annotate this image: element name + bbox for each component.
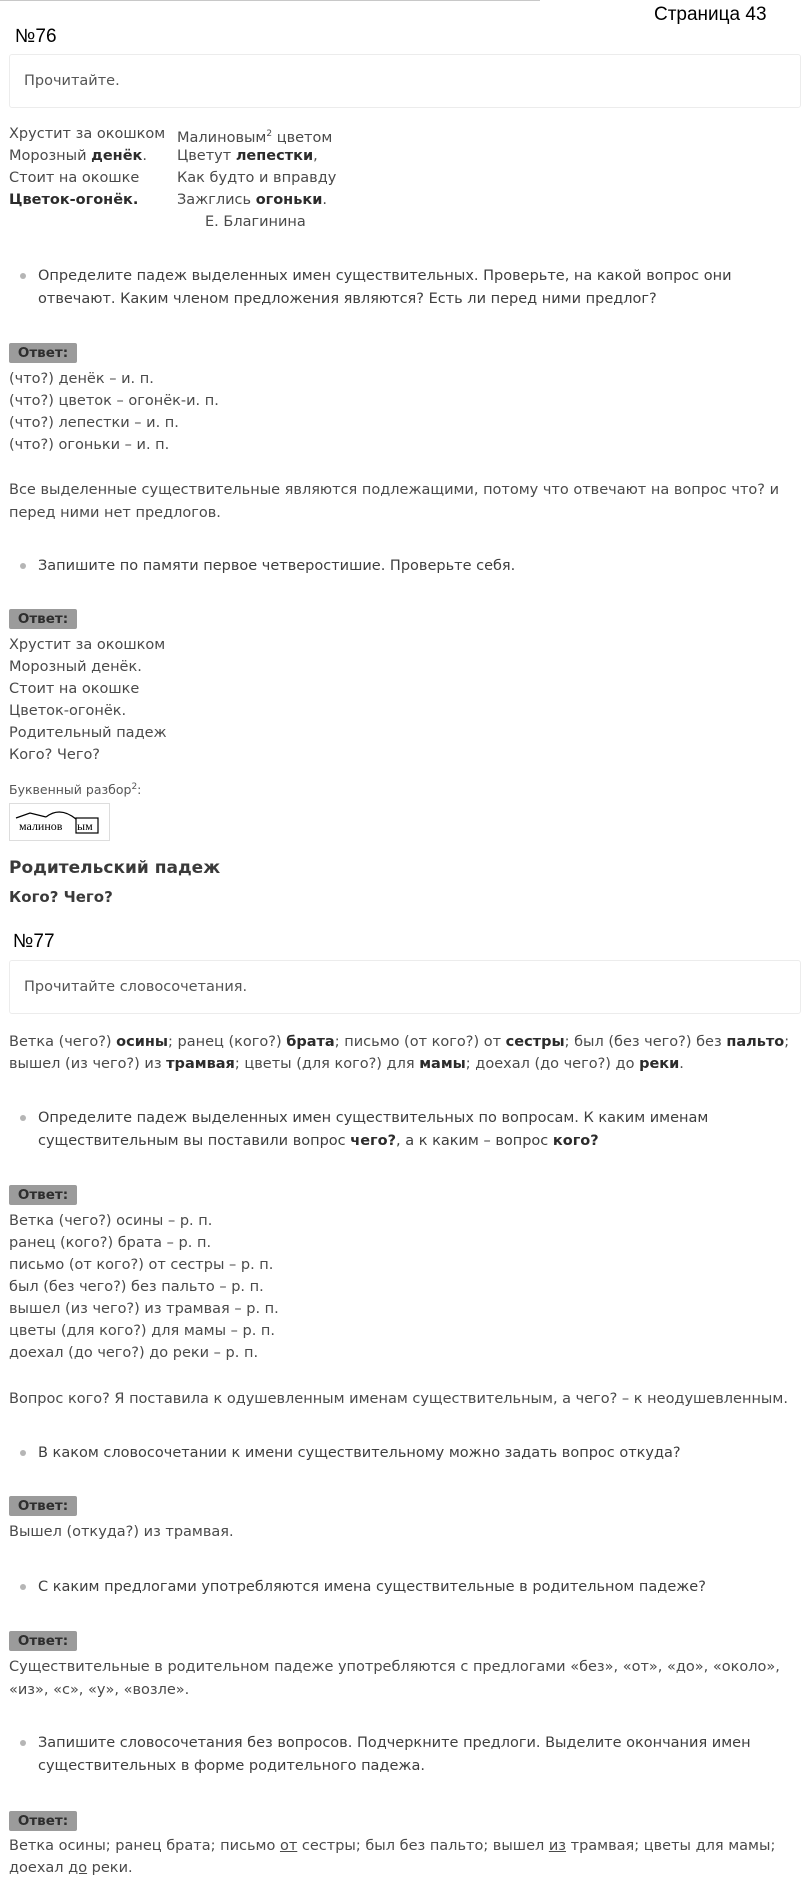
answer-line: Хрустит за окошком [9, 637, 166, 653]
answer-badge: Ответ: [9, 1496, 77, 1516]
answer-badge: Ответ: [9, 1185, 77, 1205]
answer-line: цветы (для кого?) для мамы – р. п. [9, 1323, 276, 1339]
answer-line: был (без чего?) без пальто – р. п. [9, 1279, 264, 1295]
answer-line: (что?) лепестки – и. п. [9, 415, 179, 431]
parse-label: Буквенный разбор$^2$: [9, 782, 142, 798]
answer-line: (что?) цветок – огонёк-и. п. [9, 393, 219, 409]
answer-line: Стоит на окошке [9, 681, 140, 697]
answer-line: ранец (кого?) брата – р. п. [9, 1235, 212, 1251]
answer-paragraph: Существительные в родительном падеже употребляются с предлогами «без», «от», «до», «около», «из», «с», «у», «возле». [9, 1659, 780, 1698]
bullet-dot [20, 1115, 26, 1121]
poem-line: Стоит на окошке [9, 170, 140, 186]
answer-paragraph: Вопрос кого? Я поставила к одушевленным именам существительным, а чего? – к неодушевленным. [9, 1391, 788, 1407]
question-76-2: Запишите по памяти первое четверостишие. Проверьте себя. [20, 555, 780, 578]
answer-line: Вышел (откуда?) из трамвая. [9, 1524, 234, 1540]
exercise-number-76: №76 [15, 26, 57, 47]
answer-line: доехал до реки. [9, 1860, 133, 1876]
poem-author: Е. Благинина [205, 214, 306, 230]
answer-badge: Ответ: [9, 609, 77, 629]
question-77-3: С каким предлогами употребляются имена существительные в родительном падеже? [20, 1576, 780, 1599]
answer-line: Ветка осины; ранец брата; письмо от сестры; был без пальто; вышел из трамвая; цветы для мамы; [9, 1838, 776, 1854]
question-77-2: В каком словосочетании к имени существительному можно задать вопрос откуда? [20, 1442, 780, 1465]
answer-line: (что?) денёк – и. п. [9, 371, 154, 387]
poem-line: Малиновым$^2$ цветом [177, 129, 333, 146]
task-box-76 [9, 54, 801, 108]
answer-line: Цветок-огонёк. [9, 703, 127, 719]
section-subheading: Кого? Чего? [9, 888, 113, 906]
poem-line: Цветут лепестки, [177, 148, 318, 164]
poem-line: Цветок-огонёк. [9, 192, 139, 208]
bullet-dot [20, 273, 26, 279]
poem-line: Зажглись огоньки. [177, 192, 327, 208]
answer-line: (что?) огоньки – и. п. [9, 437, 170, 453]
phrases-line: вышел (из чего?) из трамвая; цветы (для кого?) для мамы; доехал (до чего?) до реки. [9, 1056, 684, 1072]
task-text: Прочитайте. [24, 73, 120, 89]
poem-line: Хрустит за окошком [9, 126, 166, 142]
answer-badge: Ответ: [9, 343, 77, 363]
task-text: Прочитайте словосочетания. [24, 979, 248, 995]
bullet-dot [20, 1450, 26, 1456]
exercise-number-77: №77 [13, 931, 55, 952]
answer-badge: Ответ: [9, 1631, 77, 1651]
parse-word-ending: ым [77, 819, 93, 833]
word-parse-diagram [10, 804, 109, 840]
poem-line: Морозный денёк. [9, 148, 147, 164]
top-divider [0, 0, 540, 1]
answer-line: доехал (до чего?) до реки – р. п. [9, 1345, 259, 1361]
answer-line: Морозный денёк. [9, 659, 142, 675]
answer-line: письмо (от кого?) от сестры – р. п. [9, 1257, 274, 1273]
phrases-line: Ветка (чего?) осины; ранец (кого?) брата; письмо (от кого?) от сестры; был (без чего?) без пальто; [9, 1034, 790, 1050]
answer-line: Родительный падеж [9, 725, 167, 741]
bullet-dot [20, 1740, 26, 1746]
answer-paragraph: Все выделенные существительные являются подлежащими, потому что отвечают на вопрос что? и перед ними нет предлогов. [9, 482, 780, 521]
question-77-1: Определите падеж выделенных имен существительных по вопросам. К каким именам существительным вы поставили вопрос чего?, а к каким – вопрос кого? [20, 1107, 780, 1153]
answer-line: Ветка (чего?) осины – р. п. [9, 1213, 213, 1229]
bullet-dot [20, 563, 26, 569]
section-heading: Родительский падеж [9, 858, 221, 878]
poem-line: Как будто и вправду [177, 170, 337, 186]
answer-line: вышел (из чего?) из трамвая – р. п. [9, 1301, 279, 1317]
question-77-4: Запишите словосочетания без вопросов. Подчеркните предлоги. Выделите окончания имен существительных в форме родительного падежа. [20, 1732, 780, 1778]
answer-badge: Ответ: [9, 1811, 77, 1831]
bullet-dot [20, 1584, 26, 1590]
word-parse-image [9, 803, 110, 841]
task-box-77 [9, 960, 801, 1014]
question-76-1: Определите падеж выделенных имен существительных. Проверьте, на какой вопрос они отвечают. Каким членом предложения являются? Есть ли перед ними предлог? [20, 265, 780, 311]
answer-line: Кого? Чего? [9, 747, 101, 763]
parse-word-root: малинов [19, 819, 63, 833]
page-number: Страница 43 [654, 4, 767, 25]
